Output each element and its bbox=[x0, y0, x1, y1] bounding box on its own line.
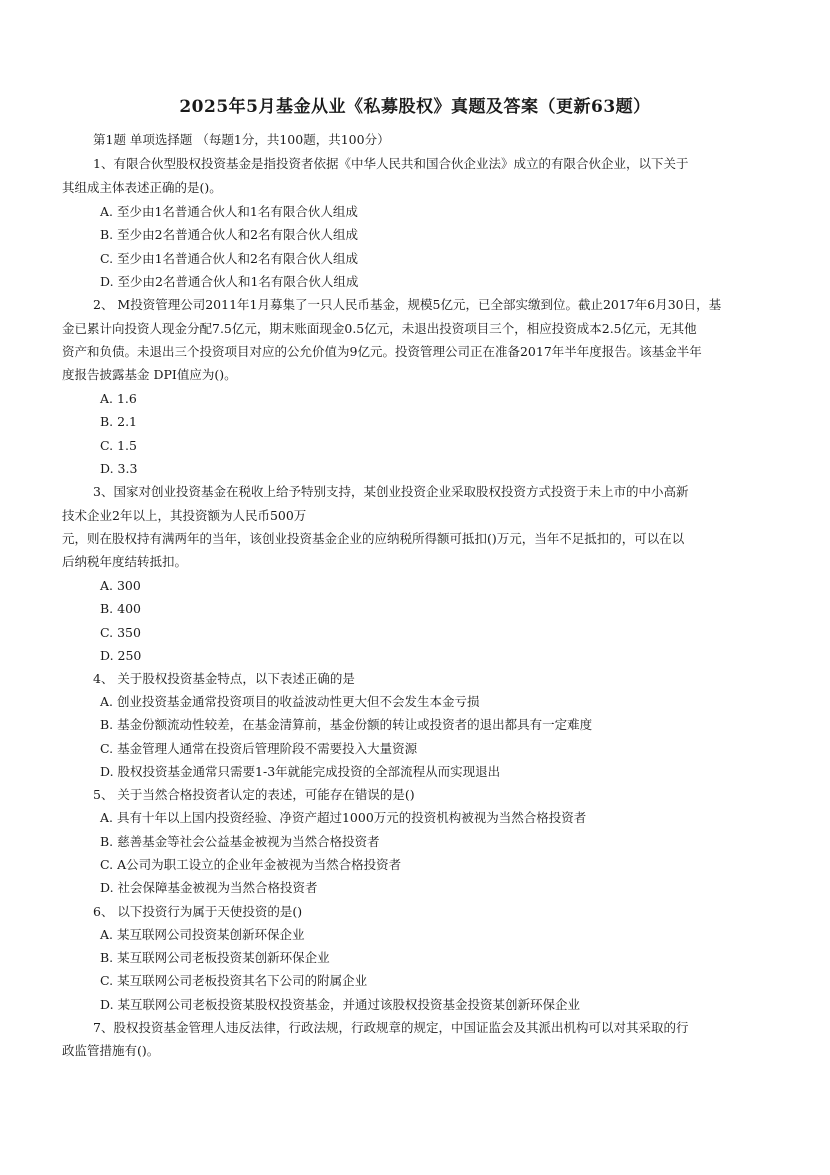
option-d: D. 至少由2名普通合伙人和1名有限合伙人组成 bbox=[100, 274, 359, 289]
option-b: B. 某互联网公司老板投资某创新环保企业 bbox=[100, 950, 330, 965]
document-title: 2025年5月基金从业《私募股权》真题及答案（更新63题） bbox=[179, 97, 651, 117]
option-c: C. 某互联网公司老板投资其名下公司的附属企业 bbox=[100, 973, 368, 988]
option-c: C. 基金管理人通常在投资后管理阶段不需要投入大量资源 bbox=[100, 741, 418, 756]
option-d: D. 250 bbox=[100, 648, 142, 663]
question-stem-line: 技术企业2年以上，其投资额为人民币500万 bbox=[62, 508, 307, 523]
option-c: C. 1.5 bbox=[100, 438, 137, 453]
question-stem-line: 4、 关于股权投资基金特点，以下表述正确的是 bbox=[93, 671, 355, 686]
option-a: A. 某互联网公司投资某创新环保企业 bbox=[100, 927, 305, 942]
option-b: B. 基金份额流动性较差，在基金清算前，基金份额的转让或投资者的退出都具有一定难度 bbox=[100, 717, 593, 732]
question-stem-line: 后纳税年度结转抵扣。 bbox=[62, 554, 188, 569]
option-a: A. 创业投资基金通常投资项目的收益波动性更大但不会发生本金亏损 bbox=[100, 694, 480, 709]
question-stem-line: 3、国家对创业投资基金在税收上给予特别支持，某创业投资企业采取股权投资方式投资于未上市的中小高新 bbox=[93, 484, 689, 499]
option-d: D. 股权投资基金通常只需要1-3年就能完成投资的全部流程从而实现退出 bbox=[100, 764, 501, 779]
question-stem-line: 5、 关于当然合格投资者认定的表述，可能存在错误的是() bbox=[93, 787, 415, 802]
question-stem-line: 7、股权投资基金管理人违反法律，行政法规，行政规章的规定，中国证监会及其派出机构可以对其采取的行 bbox=[93, 1020, 689, 1035]
option-d: D. 某互联网公司老板投资某股权投资基金，并通过该股权投资基金投资某创新环保企业 bbox=[100, 997, 581, 1012]
question-stem-line: 6、 以下投资行为属于天使投资的是() bbox=[93, 904, 303, 919]
option-c: C. A公司为职工设立的企业年金被视为当然合格投资者 bbox=[100, 857, 402, 872]
option-b: B. 慈善基金等社会公益基金被视为当然合格投资者 bbox=[100, 834, 380, 849]
question-stem-line: 金已累计向投资人现金分配7.5亿元，期末账面现金0.5亿元，未退出投资项目三个，相应投资成本2.5亿元，无其他 bbox=[62, 321, 697, 336]
question-stem-line: 资产和负债。未退出三个投资项目对应的公允价值为9亿元。投资管理公司正在准备2017年半年度报告。该基金半年 bbox=[62, 344, 702, 359]
question-stem-line: 2、 M投资管理公司2011年1月募集了一只人民币基金，规模5亿元，已全部实缴到位。截止2017年6月30日，基 bbox=[93, 297, 722, 312]
option-c: C. 至少由1名普通合伙人和2名有限合伙人组成 bbox=[100, 251, 358, 266]
question-stem-line: 政监管措施有()。 bbox=[62, 1043, 160, 1058]
option-c: C. 350 bbox=[100, 625, 141, 640]
question-stem-line: 元，则在股权持有满两年的当年，该创业投资基金企业的应纳税所得额可抵扣()万元，当年不足抵扣的，可以在以 bbox=[62, 531, 685, 546]
option-b: B. 400 bbox=[100, 601, 141, 616]
question-stem-line: 度报告披露基金 DPI值应为()。 bbox=[62, 367, 237, 382]
option-a: A. 具有十年以上国内投资经验、净资产超过1000万元的投资机构被视为当然合格投资者 bbox=[100, 810, 587, 825]
option-d: D. 社会保障基金被视为当然合格投资者 bbox=[100, 880, 318, 895]
option-a: A. 至少由1名普通合伙人和1名有限合伙人组成 bbox=[100, 204, 358, 219]
option-b: B. 2.1 bbox=[100, 414, 138, 429]
question-stem-line: 1、有限合伙型股权投资基金是指投资者依据《中华人民共和国合伙企业法》成立的有限合伙企业，以下关于 bbox=[93, 156, 689, 171]
option-d: D. 3.3 bbox=[100, 461, 138, 476]
option-b: B. 至少由2名普通合伙人和2名有限合伙人组成 bbox=[100, 227, 359, 242]
option-a: A. 300 bbox=[100, 578, 141, 593]
question-stem-line: 其组成主体表述正确的是()。 bbox=[62, 180, 222, 195]
section-header: 第1题 单项选择题 （每题1分，共100题，共100分） bbox=[93, 132, 390, 147]
option-a: A. 1.6 bbox=[100, 391, 137, 406]
